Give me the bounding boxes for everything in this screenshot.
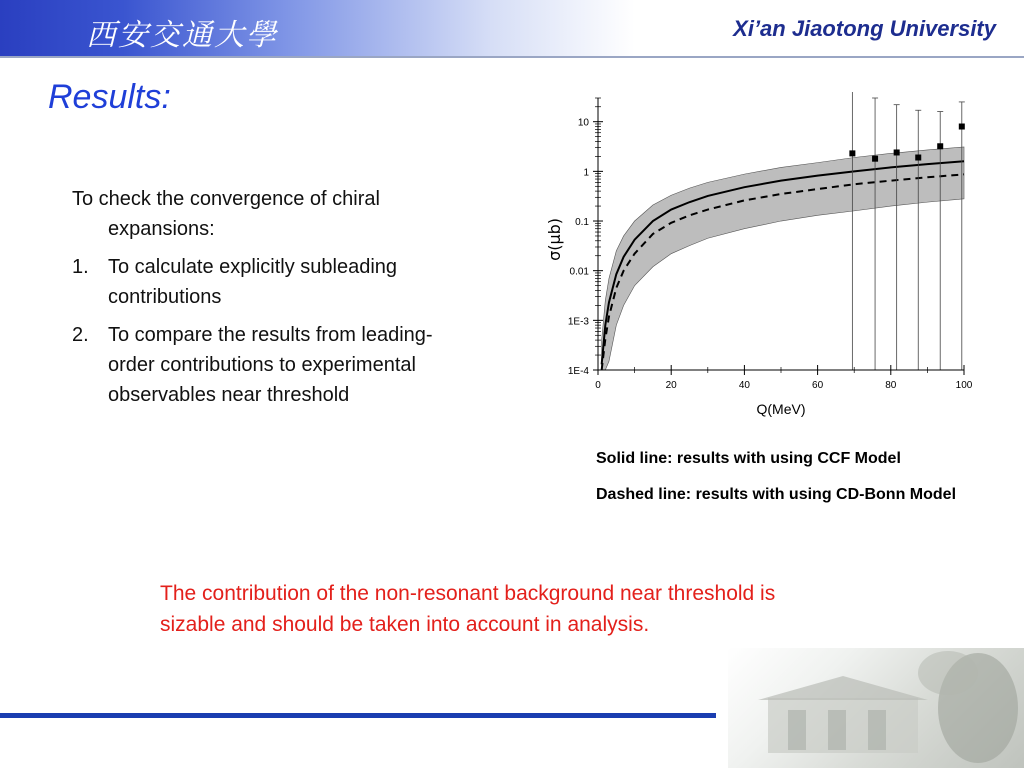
body-text <box>72 184 444 418</box>
university-logo: 西安交通大學 <box>86 18 278 53</box>
x-tick-label: 80 <box>885 380 897 391</box>
y-axis-label: σ(μb) <box>545 217 564 261</box>
data-point <box>872 156 878 162</box>
x-tick-label: 20 <box>665 380 677 391</box>
cross-section-chart <box>526 92 986 428</box>
x-tick-label: 60 <box>812 380 824 391</box>
campus-building-image <box>728 648 1024 768</box>
y-tick-label: 0.01 <box>569 266 589 278</box>
data-point <box>937 143 943 149</box>
list-number: 2. <box>72 324 89 346</box>
list-number: 1. <box>72 256 89 278</box>
x-tick-label: 0 <box>595 380 601 391</box>
list-item <box>72 252 444 312</box>
page-title: Results: <box>48 78 171 116</box>
y-tick-label: 1E-3 <box>567 316 589 328</box>
intro-text: To check the convergence of chiral expansions: <box>72 188 380 240</box>
conclusion-note: The contribution of the non-resonant background near threshold is sizable and should be taken into account in analysis. <box>160 582 776 636</box>
university-name: Xi’an Jiaotong University <box>733 16 996 41</box>
data-point <box>959 124 965 130</box>
header-divider <box>0 56 1024 58</box>
y-tick-label: 1E-4 <box>567 366 589 377</box>
footer-rule <box>0 713 716 718</box>
list-text: To compare the results from leading-order contributions to experimental observables near threshold <box>108 324 433 406</box>
x-tick-label: 100 <box>955 380 973 391</box>
y-tick-label: 1 <box>583 167 589 179</box>
solid-line-caption: Solid line: results with using CCF Model <box>596 450 901 467</box>
y-tick-label: 10 <box>577 117 589 129</box>
list-text: To calculate explicitly subleading contributions <box>108 256 398 308</box>
x-tick-label: 40 <box>738 380 750 391</box>
campus-photo <box>728 648 1024 768</box>
dashed-line-caption: Dashed line: results with using CD-Bonn Model <box>596 486 957 503</box>
header-banner <box>0 0 1024 56</box>
list-item <box>72 320 444 410</box>
data-point <box>894 149 900 155</box>
data-point <box>849 150 855 156</box>
y-tick-label: 0.1 <box>575 217 589 229</box>
data-point <box>915 155 921 161</box>
x-axis-label: Q(MeV) <box>756 401 806 417</box>
